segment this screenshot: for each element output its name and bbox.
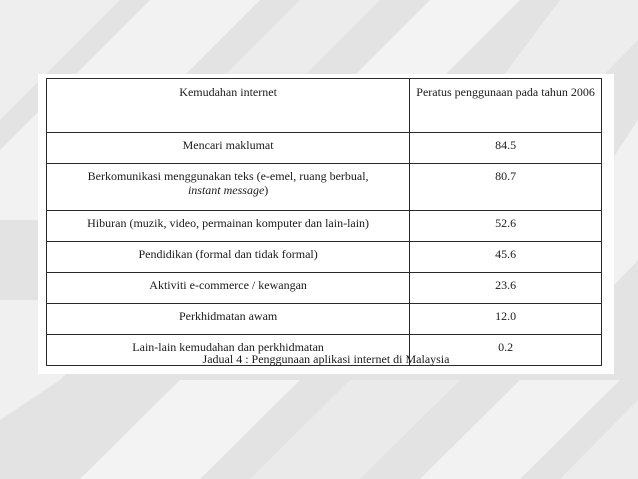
row-label: Perkhidmatan awam — [47, 304, 410, 335]
header-peratus: Peratus penggunaan pada tahun 2006 — [410, 79, 602, 133]
row-label — [47, 164, 410, 211]
table-row — [47, 273, 602, 304]
table-row — [47, 133, 602, 164]
table-row — [47, 304, 602, 335]
row-value: 12.0 — [410, 304, 602, 335]
row-label-text: Berkomunikasi menggunakan teks (e-emel, ruang berbual, — [87, 169, 369, 183]
table-header-row — [47, 79, 602, 133]
row-label-italic: instant message — [187, 183, 265, 197]
row-value: 80.7 — [410, 164, 602, 211]
table-row — [47, 242, 602, 273]
table-caption: Jadual 4 : Penggunaan aplikasi internet di Malaysia — [202, 352, 450, 366]
table-card — [38, 74, 614, 374]
row-label: Pendidikan (formal dan tidak formal) — [47, 242, 410, 273]
row-label: Mencari maklumat — [47, 133, 410, 164]
row-value: 84.5 — [410, 133, 602, 164]
table-row — [47, 211, 602, 242]
row-label: Lain-lain kemudahan dan perkhidmatan — [47, 335, 410, 366]
row-label: Hiburan (muzik, video, permainan komputer dan lain-lain) — [47, 211, 410, 242]
internet-usage-table — [46, 78, 602, 366]
table-row — [47, 164, 602, 211]
row-label-tail: ) — [264, 183, 269, 197]
row-value: 45.6 — [410, 242, 602, 273]
row-label: Aktiviti e-commerce / kewangan — [47, 273, 410, 304]
row-value: 52.6 — [410, 211, 602, 242]
row-value: 0.2 — [410, 335, 602, 366]
row-value: 23.6 — [410, 273, 602, 304]
header-kemudahan: Kemudahan internet — [47, 79, 410, 133]
